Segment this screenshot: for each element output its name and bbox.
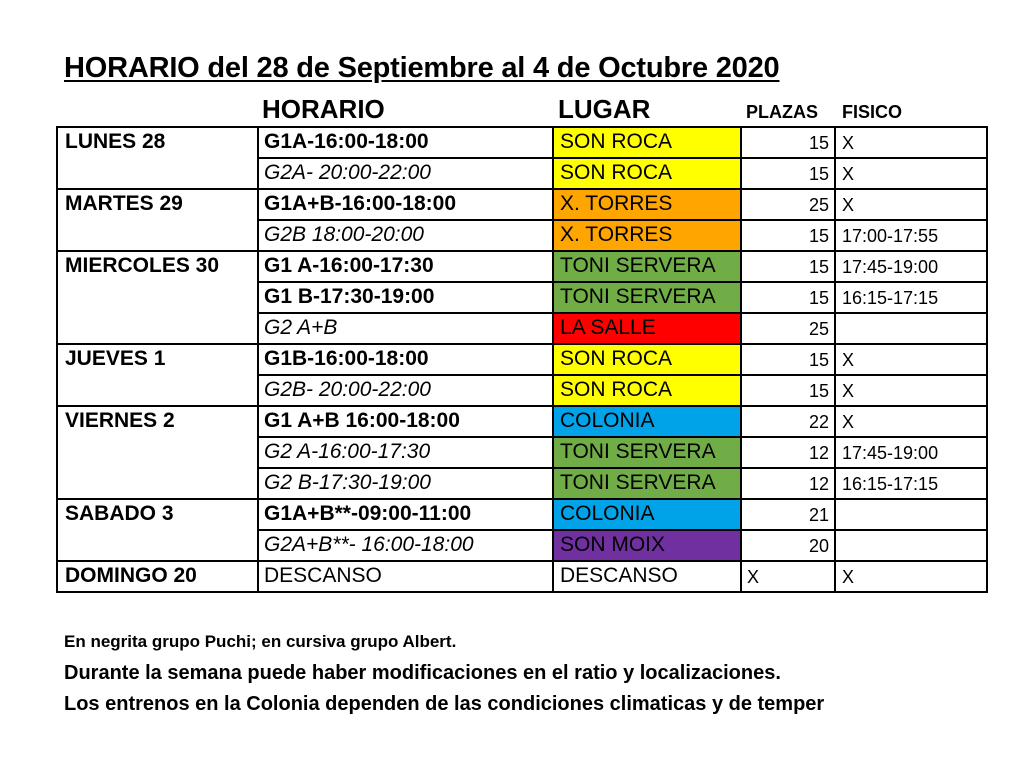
table-rule-vertical	[740, 126, 742, 593]
day-cell: MIERCOLES 30	[65, 254, 220, 277]
location-cell: TONI SERVERA	[554, 281, 740, 312]
schedule-cell: G1A+B**-09:00-11:00	[264, 502, 472, 525]
spots-cell: 22	[808, 412, 829, 432]
physical-cell: X	[842, 381, 855, 401]
table-row	[56, 219, 986, 250]
table-rule-vertical	[552, 126, 554, 593]
table-rule-horizontal	[257, 529, 988, 531]
spots-cell: 15	[808, 257, 829, 277]
day-cell	[58, 467, 257, 498]
location-cell: X. TORRES	[554, 219, 740, 250]
table-rule-horizontal	[56, 560, 988, 562]
table-rule-horizontal	[56, 498, 988, 500]
physical-cell: X	[842, 133, 855, 153]
location-cell: X. TORRES	[554, 188, 740, 219]
location-cell: COLONIA	[554, 405, 740, 436]
location-cell: SON ROCA	[554, 126, 740, 157]
physical-cell: 16:15-17:15	[842, 474, 939, 494]
table-rule-horizontal	[56, 405, 988, 407]
table-rule-horizontal	[257, 219, 988, 221]
day-cell: SABADO 3	[65, 502, 174, 525]
table-rule-horizontal	[56, 126, 988, 128]
table-row	[56, 188, 986, 219]
table-rule-horizontal	[56, 250, 988, 252]
location-cell: SON MOIX	[554, 529, 740, 560]
day-cell	[58, 529, 257, 560]
table-rule-horizontal	[56, 343, 988, 345]
physical-cell: X	[842, 195, 855, 215]
physical-cell: 17:45-19:00	[842, 257, 939, 277]
table-row	[56, 281, 986, 312]
table-row	[56, 529, 986, 560]
physical-cell: X	[842, 567, 855, 587]
location-cell: TONI SERVERA	[554, 436, 740, 467]
column-header-fisico: FISICO	[842, 102, 903, 122]
schedule-cell: G2B 18:00-20:00	[264, 223, 424, 246]
schedule-cell: G2 A-16:00-17:30	[264, 440, 431, 463]
footer-note-colonia: Los entrenos en la Colonia dependen de las condiciones climaticas y de temper	[64, 693, 825, 715]
day-cell	[58, 281, 257, 312]
schedule-cell: G2 A+B	[264, 316, 338, 339]
location-cell: TONI SERVERA	[554, 467, 740, 498]
spots-cell: 12	[808, 443, 829, 463]
footer-note-groups: En negrita grupo Puchi; en cursiva grupo Albert.	[64, 632, 457, 651]
location-cell: COLONIA	[554, 498, 740, 529]
table-rule-horizontal	[257, 157, 988, 159]
day-cell: LUNES 28	[65, 130, 166, 153]
physical-cell: X	[842, 164, 855, 184]
spots-cell: 15	[808, 288, 829, 308]
day-cell: MARTES 29	[65, 192, 183, 215]
schedule-cell: G1B-16:00-18:00	[264, 347, 429, 370]
day-cell: DOMINGO 20	[65, 564, 197, 587]
table-rule-horizontal	[56, 188, 988, 190]
table-row	[56, 343, 986, 374]
table-rule-horizontal	[257, 467, 988, 469]
table-row	[56, 374, 986, 405]
table-row	[56, 312, 986, 343]
table-row	[56, 157, 986, 188]
table-row	[56, 560, 986, 591]
column-header-horario: HORARIO	[262, 94, 385, 124]
location-cell: LA SALLE	[554, 312, 740, 343]
table-rule-vertical	[834, 126, 836, 593]
spots-cell: 15	[808, 350, 829, 370]
table-row	[56, 498, 986, 529]
table-rule-vertical	[257, 126, 259, 593]
physical-cell: X	[842, 350, 855, 370]
column-header-lugar: LUGAR	[558, 94, 651, 124]
schedule-cell: G1 A-16:00-17:30	[264, 254, 434, 277]
physical-cell	[836, 498, 986, 529]
table-rule-vertical	[56, 126, 58, 593]
schedule-cell: G2A- 20:00-22:00	[264, 161, 431, 184]
physical-cell: 17:45-19:00	[842, 443, 939, 463]
spots-cell: 12	[808, 474, 829, 494]
spots-cell: 15	[808, 381, 829, 401]
schedule-cell: G2 B-17:30-19:00	[264, 471, 431, 494]
spots-cell: 15	[808, 226, 829, 246]
location-cell: SON ROCA	[554, 374, 740, 405]
spots-cell: 15	[808, 133, 829, 153]
column-header-plazas: PLAZAS	[746, 102, 818, 122]
table-row	[56, 405, 986, 436]
location-cell: DESCANSO	[560, 564, 678, 587]
schedule-table	[56, 126, 986, 596]
schedule-cell: DESCANSO	[264, 564, 382, 587]
table-row	[56, 467, 986, 498]
physical-cell: 17:00-17:55	[842, 226, 939, 246]
table-rule-horizontal	[257, 281, 988, 283]
table-row	[56, 126, 986, 157]
schedule-cell: G2B- 20:00-22:00	[264, 378, 431, 401]
day-cell	[58, 436, 257, 467]
physical-cell: X	[842, 412, 855, 432]
spots-cell: 21	[808, 505, 829, 525]
table-row	[56, 250, 986, 281]
spots-cell: 15	[808, 164, 829, 184]
physical-cell	[836, 312, 986, 343]
day-cell	[58, 374, 257, 405]
day-cell	[58, 312, 257, 343]
day-cell	[58, 219, 257, 250]
physical-cell: 16:15-17:15	[842, 288, 939, 308]
spots-cell: 25	[808, 319, 829, 339]
spots-cell: 20	[808, 536, 829, 556]
day-cell: JUEVES 1	[65, 347, 166, 370]
footer-note-modifications: Durante la semana puede haber modificaciones en el ratio y localizaciones.	[64, 662, 781, 684]
page-title: HORARIO del 28 de Septiembre al 4 de Octubre 2020	[64, 52, 780, 84]
schedule-cell: G1A+B-16:00-18:00	[264, 192, 457, 215]
location-cell: TONI SERVERA	[554, 250, 740, 281]
table-rule-horizontal	[56, 591, 988, 593]
table-rule-horizontal	[257, 374, 988, 376]
spots-cell: X	[747, 567, 760, 587]
schedule-cell: G1A-16:00-18:00	[264, 130, 429, 153]
schedule-cell: G1 A+B 16:00-18:00	[264, 409, 460, 432]
table-row	[56, 436, 986, 467]
table-rule-vertical	[986, 126, 988, 593]
location-cell: SON ROCA	[554, 157, 740, 188]
table-rule-horizontal	[257, 436, 988, 438]
physical-cell	[836, 529, 986, 560]
day-cell	[58, 157, 257, 188]
schedule-cell: G2A+B**- 16:00-18:00	[264, 533, 474, 556]
schedule-cell: G1 B-17:30-19:00	[264, 285, 435, 308]
location-cell: SON ROCA	[554, 343, 740, 374]
table-rule-horizontal	[257, 312, 988, 314]
spots-cell: 25	[808, 195, 829, 215]
day-cell: VIERNES 2	[65, 409, 175, 432]
